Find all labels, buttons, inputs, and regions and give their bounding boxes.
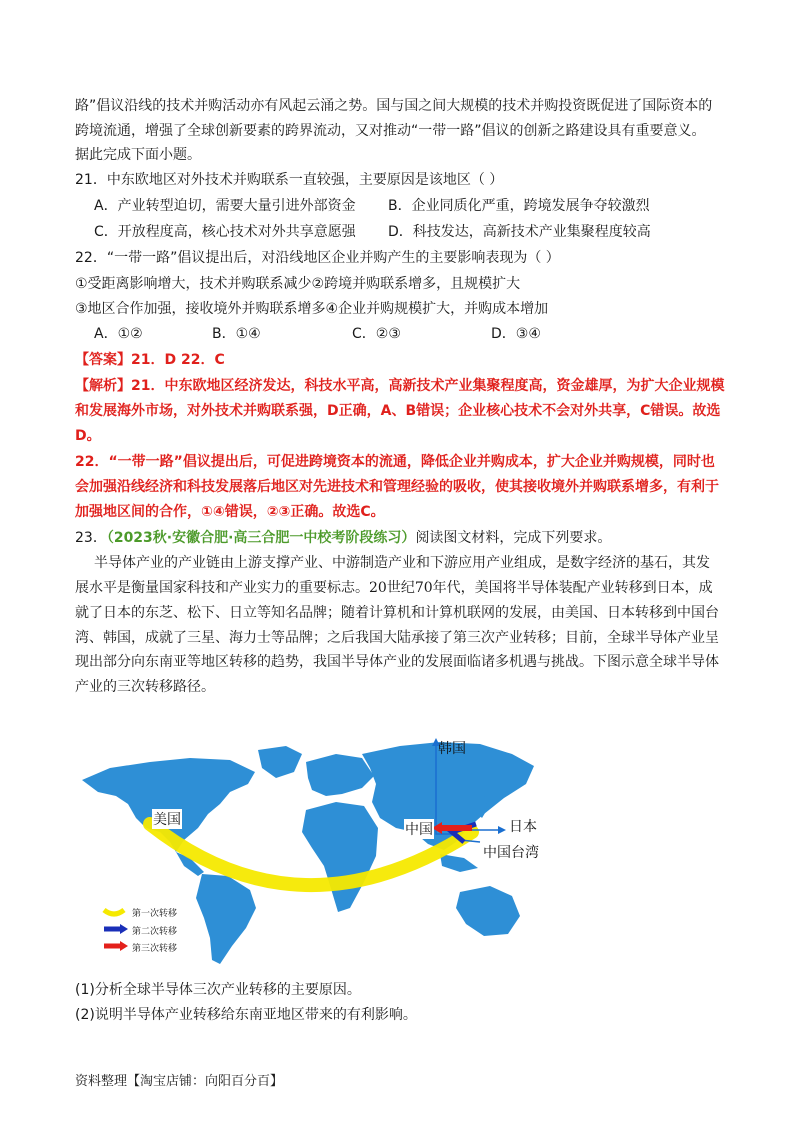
material-line-5: 现出部分向东南亚等地区转移的趋势，我国半导体产业的发展面临诸多机遇与挑战。下图示意全球半导体: [75, 654, 719, 670]
label-china: 中国: [404, 819, 434, 839]
label-japan: 日本: [508, 816, 538, 836]
q21-option-c: C．开放程度高，核心技术对外共享意愿强: [94, 224, 356, 240]
intro-line-2: 跨境流通，增强了全球创新要素的跨界流动，又对推动“一带一路”倡议的创新之路建设具有重要意义。: [75, 123, 706, 139]
landmass-australia: [456, 886, 520, 936]
question-23: [75, 528, 611, 548]
answer-line: 【答案】21．D 22．C: [75, 352, 225, 368]
semiconductor-transfer-map: [80, 732, 550, 970]
material-line-2: 展水平是衡量国家科技和产业实力的重要标志。20世纪70年代，美国将半导体装配产业转移到日本，成: [75, 580, 713, 596]
explanation-line-1: 【解析】21．中东欧地区经济发达，科技水平高，高新技术产业集聚程度高，资金雄厚，为扩大企业规模: [75, 378, 725, 394]
q21-option-d: D．科技发达，高新技术产业集聚程度较高: [388, 224, 651, 240]
q22-option-a: A．①②: [94, 326, 143, 342]
explanation-line-6: 加强地区间的合作，①④错误，②③正确。故选C。: [75, 504, 385, 520]
q22-statements-1: ①受距离影响增大，技术并购联系减少②跨境并购联系增多，且规模扩大: [75, 276, 521, 292]
explanation-line-4: 22．“一带一路”倡议提出后，可促进跨境资本的流通，降低企业并购成本，扩大企业并购规模，同时也: [75, 454, 715, 470]
explanation-line-3: D。: [75, 428, 101, 444]
landmass-south-america: [196, 874, 256, 964]
legend-third-label: 第三次转移: [132, 944, 178, 954]
japan-route-arrowhead: [498, 826, 506, 834]
question-23-source: （2023秋·安徽合肥·高三合肥一中校考阶段练习）: [106, 530, 416, 546]
question-22: 22．“一带一路”倡议提出后，对沿线地区企业并购产生的主要影响表现为（ ）: [75, 250, 560, 266]
legend-third-arrowhead: [120, 941, 128, 951]
q21-option-a: A．产业转型迫切，需要大量引进外部资金: [94, 198, 356, 214]
material-line-3: 就了日本的东芝、松下、日立等知名品牌；随着计算机和计算机联网的发展，由美国、日本转移到中国台: [75, 605, 719, 621]
legend-first-symbol: [104, 910, 124, 914]
landmass-greenland: [258, 746, 302, 778]
question-23-number: 23．: [75, 530, 107, 546]
legend-second-label: 第二次转移: [132, 927, 178, 937]
sub-question-2: (2)说明半导体产业转移给东南亚地区带来的有利影响。: [75, 1007, 417, 1023]
sub-question-1: (1)分析全球半导体三次产业转移的主要原因。: [75, 982, 361, 998]
legend-first-label: 第一次转移: [132, 909, 178, 919]
label-usa: 美国: [152, 809, 182, 829]
intro-line-1: 路”倡议沿线的技术并购活动亦有风起云涌之势。国与国之间大规模的技术并购投资既促进了国际资本的: [75, 98, 713, 114]
landmass-europe: [306, 754, 374, 796]
q22-option-b: B．①④: [212, 326, 261, 342]
question-23-prompt: 阅读图文材料，完成下列要求。: [415, 530, 612, 546]
landmass-southeast-asia: [440, 854, 478, 872]
label-korea: 韩国: [438, 741, 466, 757]
landmass-africa: [302, 802, 378, 912]
material-line-4: 湾、韩国，成就了三星、海力士等品牌；之后我国大陆承接了第三次产业转移；目前，全球半导体产业呈: [75, 630, 719, 646]
q22-option-c: C．②③: [352, 326, 401, 342]
q21-option-b: B．企业同质化严重，跨境发展争夺较激烈: [388, 198, 650, 214]
explanation-line-5: 会加强沿线经济和科技发展落后地区对先进技术和管理经验的吸收，使其接收境外并购联系增多，有利于: [75, 479, 719, 495]
q22-statements-2: ③地区合作加强，接收境外并购联系增多④企业并购规模扩大，并购成本增加: [75, 301, 549, 317]
q22-option-d: D．③④: [491, 326, 541, 342]
material-line-6: 产业的三次转移路径。: [75, 679, 215, 695]
explanation-line-2: 和发展海外市场，对外技术并购联系强，D正确，A、B错误；企业核心技术不会对外共享，C错误。故选: [75, 403, 721, 419]
material-line-1: 半导体产业的产业链由上游支撑产业、中游制造产业和下游应用产业组成，是数字经济的基石，其发: [94, 555, 710, 571]
legend-second-arrowhead: [120, 924, 128, 934]
page-footer: 资料整理【淘宝店铺：向阳百分百】: [75, 1074, 284, 1089]
question-21: 21．中东欧地区对外技术并购联系一直较强，主要原因是该地区（ ）: [75, 172, 504, 188]
intro-line-3: 据此完成下面小题。: [75, 147, 201, 163]
label-taiwan: 中国台湾: [482, 842, 540, 862]
